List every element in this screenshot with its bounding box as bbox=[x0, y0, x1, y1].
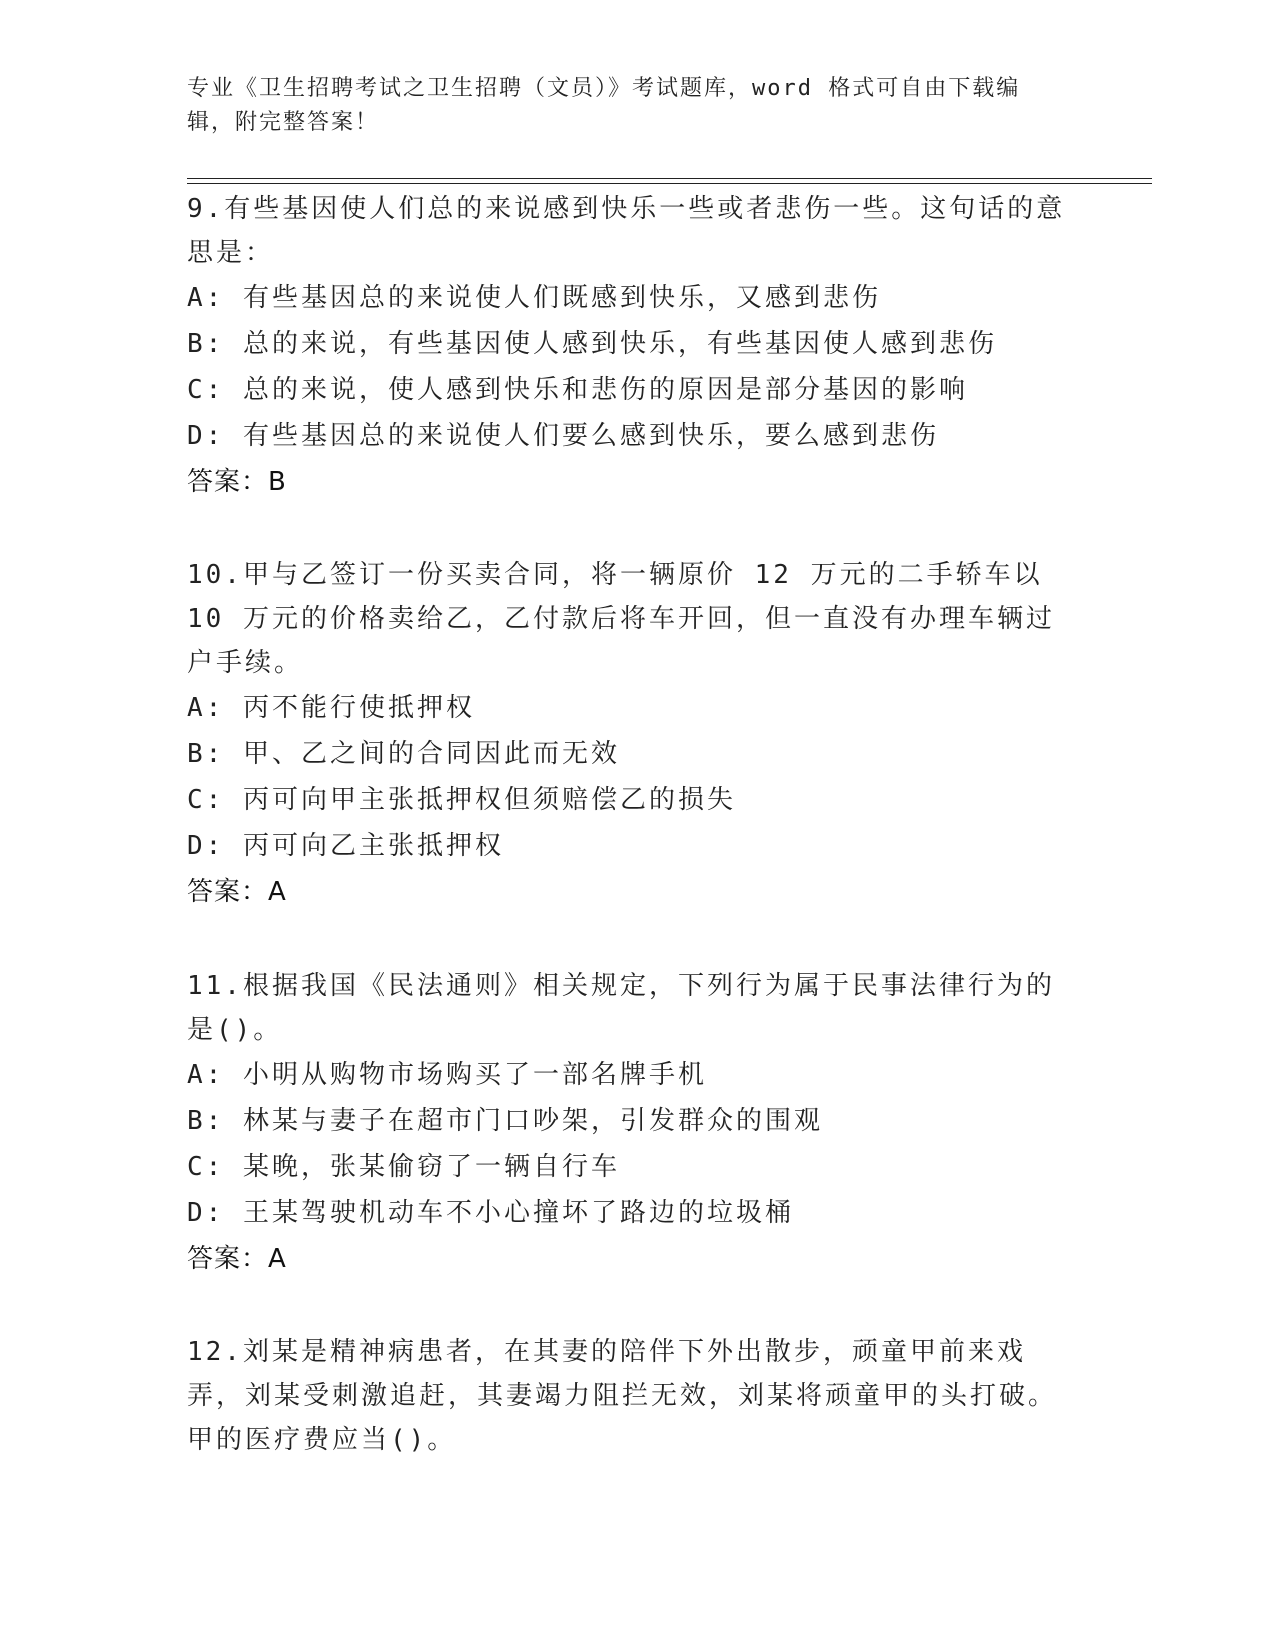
option-a: A: 小明从购物市场购买了一部名牌手机 bbox=[187, 1060, 707, 1090]
question-stem: 12.刘某是精神病患者，在其妻的陪伴下外出散步，顽童甲前来戏弄，刘某受刺激追赶，其妻竭力阻拦无效，刘某将顽童甲的头打破。甲的医疗费应当()。 bbox=[187, 1337, 1058, 1455]
option-d: D: 王某驾驶机动车不小心撞坏了路边的垃圾桶 bbox=[187, 1198, 794, 1228]
option-d: D: 有些基因总的来说使人们要么感到快乐，要么感到悲伤 bbox=[187, 421, 939, 451]
answer: 答案：A bbox=[187, 877, 287, 907]
option-a: A: 有些基因总的来说使人们既感到快乐，又感到悲伤 bbox=[187, 283, 881, 313]
option-b: B: 甲、乙之间的合同因此而无效 bbox=[187, 739, 620, 769]
option-c: C: 某晚，张某偷窃了一辆自行车 bbox=[187, 1152, 620, 1182]
option-b: B: 林某与妻子在超市门口吵架，引发群众的围观 bbox=[187, 1106, 823, 1136]
question-stem: 10.甲与乙签订一份买卖合同，将一辆原价 12 万元的二手轿车以 10 万元的价格卖给乙，乙付款后将车开回，但一直没有办理车辆过户手续。 bbox=[187, 560, 1055, 678]
option-c: C: 总的来说，使人感到快乐和悲伤的原因是部分基因的影响 bbox=[187, 375, 968, 405]
question-stem: 9.有些基因使人们总的来说感到快乐一些或者悲伤一些。这句话的意思是： bbox=[187, 194, 1066, 268]
question-10 bbox=[187, 553, 1067, 915]
question-12 bbox=[187, 1330, 1067, 1462]
question-9 bbox=[187, 187, 1067, 505]
header-divider-top bbox=[187, 178, 1152, 179]
option-c: C: 丙可向甲主张抵押权但须赔偿乙的损失 bbox=[187, 785, 736, 815]
question-stem: 11.根据我国《民法通则》相关规定，下列行为属于民事法律行为的是()。 bbox=[187, 971, 1055, 1045]
option-a: A: 丙不能行使抵押权 bbox=[187, 693, 475, 723]
document-header: 专业《卫生招聘考试之卫生招聘（文员）》考试题库，word 格式可自由下载编辑，附完整答案！ bbox=[187, 76, 1021, 135]
question-11 bbox=[187, 964, 1067, 1282]
option-d: D: 丙可向乙主张抵押权 bbox=[187, 831, 504, 861]
answer: 答案：B bbox=[187, 467, 287, 497]
header-divider-bottom bbox=[187, 183, 1152, 184]
option-b: B: 总的来说，有些基因使人感到快乐，有些基因使人感到悲伤 bbox=[187, 329, 997, 359]
answer: 答案：A bbox=[187, 1244, 287, 1274]
